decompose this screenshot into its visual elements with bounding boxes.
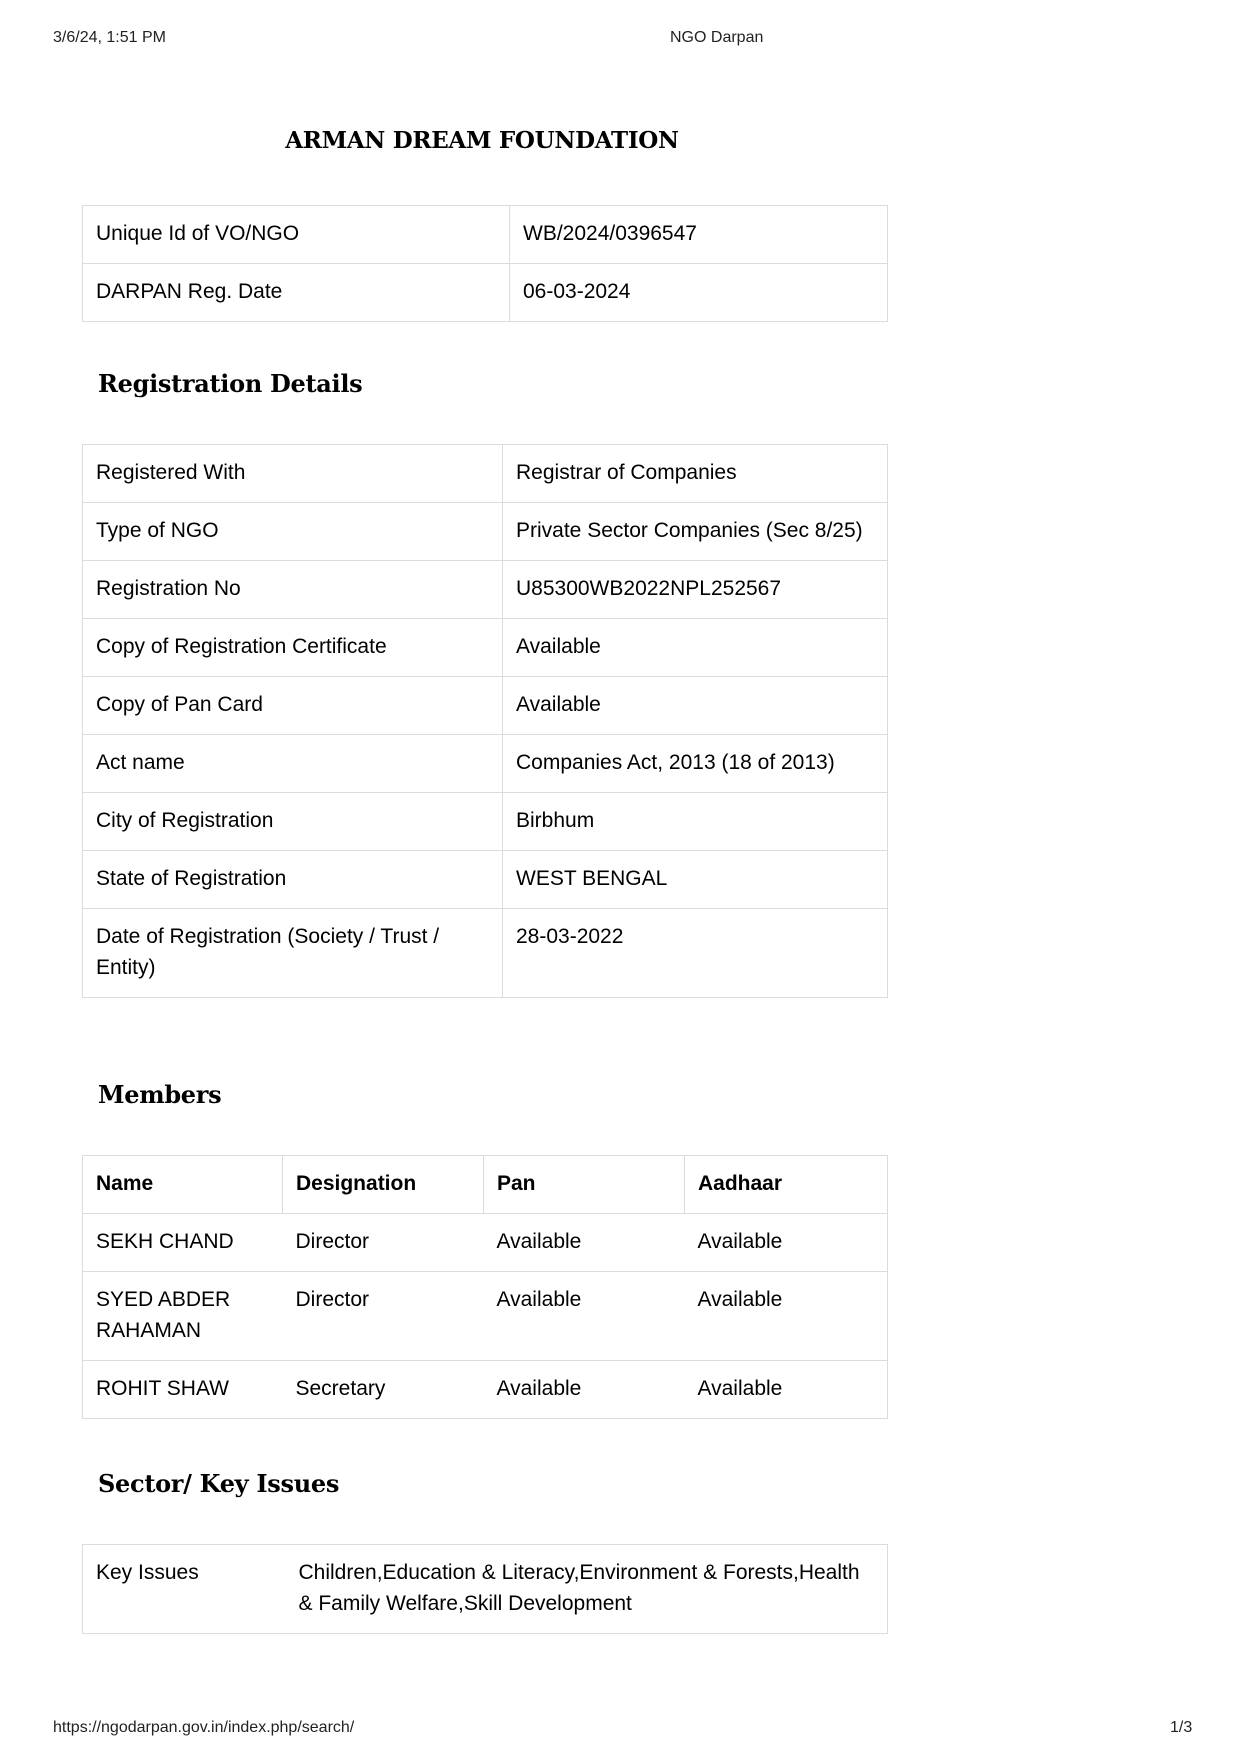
member-name: SYED ABDER RAHAMAN (83, 1272, 283, 1361)
member-name: SEKH CHAND (83, 1214, 283, 1272)
member-aadhaar: Available (685, 1272, 888, 1361)
row-label: Copy of Pan Card (83, 677, 503, 735)
row-value: Available (503, 677, 888, 735)
key-issues-table (82, 1544, 888, 1634)
row-label: Registered With (83, 445, 503, 503)
member-aadhaar: Available (685, 1214, 888, 1272)
registration-section-title: Registration Details (98, 369, 363, 398)
header-pan: Pan (484, 1156, 685, 1214)
sector-section-title: Sector/ Key Issues (98, 1469, 340, 1498)
row-label: Registration No (83, 561, 503, 619)
member-designation: Director (283, 1272, 484, 1361)
row-value: WEST BENGAL (503, 851, 888, 909)
key-issues-label: Key Issues (83, 1545, 286, 1634)
print-header-datetime: 3/6/24, 1:51 PM (53, 29, 166, 46)
row-value: Companies Act, 2013 (18 of 2013) (503, 735, 888, 793)
table-row (83, 445, 888, 503)
row-value: Birbhum (503, 793, 888, 851)
table-row (83, 735, 888, 793)
member-designation: Secretary (283, 1361, 484, 1419)
darpan-date-label: DARPAN Reg. Date (83, 264, 510, 322)
table-row (83, 1214, 888, 1272)
row-value: Available (503, 619, 888, 677)
table-row (83, 851, 888, 909)
member-aadhaar: Available (685, 1361, 888, 1419)
header-aadhaar: Aadhaar (685, 1156, 888, 1214)
table-row (83, 793, 888, 851)
header-name: Name (83, 1156, 283, 1214)
member-pan: Available (484, 1361, 685, 1419)
print-header-title: NGO Darpan (670, 29, 764, 46)
table-row (83, 1545, 888, 1634)
table-row (83, 619, 888, 677)
table-row (83, 909, 888, 998)
print-footer-page-number: 1/3 (1170, 1719, 1193, 1736)
row-label: Act name (83, 735, 503, 793)
key-issues-value: Children,Education & Literacy,Environment & Forests,Health & Family Welfare,Skill Development (286, 1545, 888, 1634)
id-value: WB/2024/0396547 (510, 206, 888, 264)
id-label: Unique Id of VO/NGO (83, 206, 510, 264)
registration-table (82, 444, 888, 998)
organization-name: ARMAN DREAM FOUNDATION (285, 127, 679, 154)
id-table (82, 205, 888, 322)
member-name: ROHIT SHAW (83, 1361, 283, 1419)
members-section-title: Members (98, 1080, 222, 1109)
darpan-date-value: 06-03-2024 (510, 264, 888, 322)
table-row (83, 1272, 888, 1361)
table-row (83, 206, 888, 264)
row-value: 28-03-2022 (503, 909, 888, 998)
header-designation: Designation (283, 1156, 484, 1214)
row-value: Private Sector Companies (Sec 8/25) (503, 503, 888, 561)
table-row (83, 264, 888, 322)
row-label: Copy of Registration Certificate (83, 619, 503, 677)
row-value: Registrar of Companies (503, 445, 888, 503)
row-label: State of Registration (83, 851, 503, 909)
members-table (82, 1155, 888, 1419)
table-row (83, 503, 888, 561)
row-value: U85300WB2022NPL252567 (503, 561, 888, 619)
print-footer-url: https://ngodarpan.gov.in/index.php/search/ (53, 1719, 355, 1736)
member-designation: Director (283, 1214, 484, 1272)
row-label: Date of Registration (Society / Trust / Entity) (83, 909, 503, 998)
row-label: Type of NGO (83, 503, 503, 561)
table-row (83, 1361, 888, 1419)
table-header-row (83, 1156, 888, 1214)
member-pan: Available (484, 1214, 685, 1272)
member-pan: Available (484, 1272, 685, 1361)
table-row (83, 677, 888, 735)
table-row (83, 561, 888, 619)
row-label: City of Registration (83, 793, 503, 851)
